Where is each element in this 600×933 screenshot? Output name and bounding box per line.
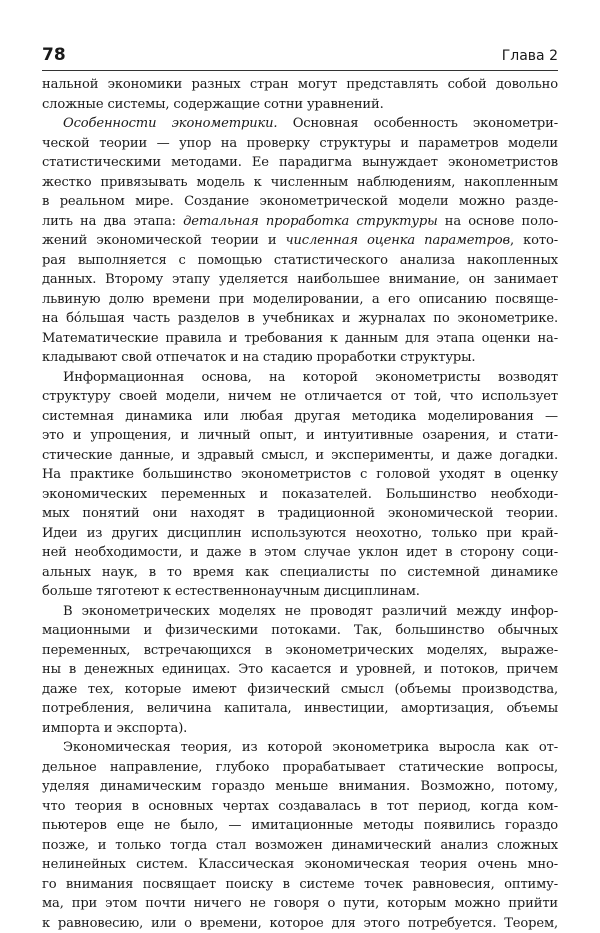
text-line: мационными и физическими потоками. Так, большинство обычных [42, 621, 558, 641]
text-line: стические данные, и здравый смысл, и эксперименты, и даже догадки. [42, 446, 558, 466]
text-line: нелинейных систем. Классическая экономическая теория очень мно- [42, 855, 558, 875]
text-line: переменных, встречающихся в эконометрических моделях, выраже- [42, 641, 558, 661]
text-line: Математические правила и требования к данным для этапа оценки на- [42, 329, 558, 349]
text-line: больше тяготеют к естественнонаучным дисциплинам. [42, 582, 558, 602]
text-line: жений экономической теории и численная оценка параметров, кото- [42, 231, 558, 251]
text-line: пьютеров еще не было, — имитационные методы появились гораздо [42, 816, 558, 836]
text-line: жестко привязывать модель к численным наблюдениям, накопленным [42, 173, 558, 193]
text-line: На практике большинство эконометристов с головой уходят в оценку [42, 465, 558, 485]
chapter-title: Глава 2 [502, 46, 558, 66]
emphasis: детальная проработка структуры [183, 214, 437, 229]
text-line: сложные системы, содержащие сотни уравнений. [42, 95, 558, 115]
text-line: на бóльшая часть разделов в учебниках и журналах по эконометрике. [42, 309, 558, 329]
text-line: львиную долю времени при моделировании, а его описанию посвяще- [42, 290, 558, 310]
body-text [42, 75, 558, 933]
text-line: В эконометрических моделях не проводят различий между инфор- [42, 602, 558, 622]
text-line: экономических переменных и показателей. Большинство необходи- [42, 485, 558, 505]
text-line: го внимания посвящает поиску в системе точек равновесия, оптиму- [42, 875, 558, 895]
text-line: ны в денежных единицах. Это касается и уровней, и потоков, причем [42, 660, 558, 680]
text-line: Особенности эконометрики. Основная особенность эконометри- [42, 114, 558, 134]
text-line: лить на два этапа: детальная проработка структуры на основе поло- [42, 212, 558, 232]
text-line: альных наук, в то время как специалисты по системной динамике [42, 563, 558, 583]
text-line: рая выполняется с помощью статистического анализа накопленных [42, 251, 558, 271]
text-line: к равновесию, или о времени, которое для этого потребуется. Теорем, [42, 914, 558, 933]
text-line: ческой теории — упор на проверку структуры и параметров модели [42, 134, 558, 154]
text-line: мых понятий они находят в традиционной экономической теории. [42, 504, 558, 524]
text-line: системная динамика или любая другая методика моделирования — [42, 407, 558, 427]
text-line: ма, при этом почти ничего не говоря о пути, которым можно прийти [42, 894, 558, 914]
text-line: Экономическая теория, из которой эконометрика выросла как от- [42, 738, 558, 758]
text-line: позже, и только тогда стал возможен динамический анализ сложных [42, 836, 558, 856]
text-line: данных. Второму этапу уделяется наибольшее внимание, он занимает [42, 270, 558, 290]
page-number: 78 [42, 44, 66, 66]
running-header [42, 44, 558, 71]
text-line: что теория в основных чертах создавалась в тот период, когда ком- [42, 797, 558, 817]
text-line: ней необходимости, и даже в этом случае уклон идет в сторону соци- [42, 543, 558, 563]
emphasis: численная оценка параметров [286, 233, 511, 248]
text-line: кладывают свой отпечаток и на стадию проработки структуры. [42, 348, 558, 368]
text-line: потребления, величина капитала, инвестиции, амортизация, объемы [42, 699, 558, 719]
text-line: Идеи из других дисциплин используются неохотно, только при край- [42, 524, 558, 544]
text-line: Информационная основа, на которой эконометристы возводят [42, 368, 558, 388]
section-heading: Особенности эконометрики. [63, 116, 277, 131]
text-line: структуру своей модели, ничем не отличается от той, что использует [42, 387, 558, 407]
text-line: уделяя динамическим гораздо меньше внимания. Возможно, потому, [42, 777, 558, 797]
text-line: дельное направление, глубоко прорабатывает статические вопросы, [42, 758, 558, 778]
text-line: нальной экономики разных стран могут представлять собой довольно [42, 75, 558, 95]
text-line: статистическими методами. Ее парадигма вынуждает эконометристов [42, 153, 558, 173]
text-line: в реальном мире. Создание эконометрической модели можно разде- [42, 192, 558, 212]
text-line: импорта и экспорта). [42, 719, 558, 739]
text-line: даже тех, которые имеют физический смысл (объемы производства, [42, 680, 558, 700]
text-line: это и упрощения, и личный опыт, и интуитивные озарения, и стати- [42, 426, 558, 446]
